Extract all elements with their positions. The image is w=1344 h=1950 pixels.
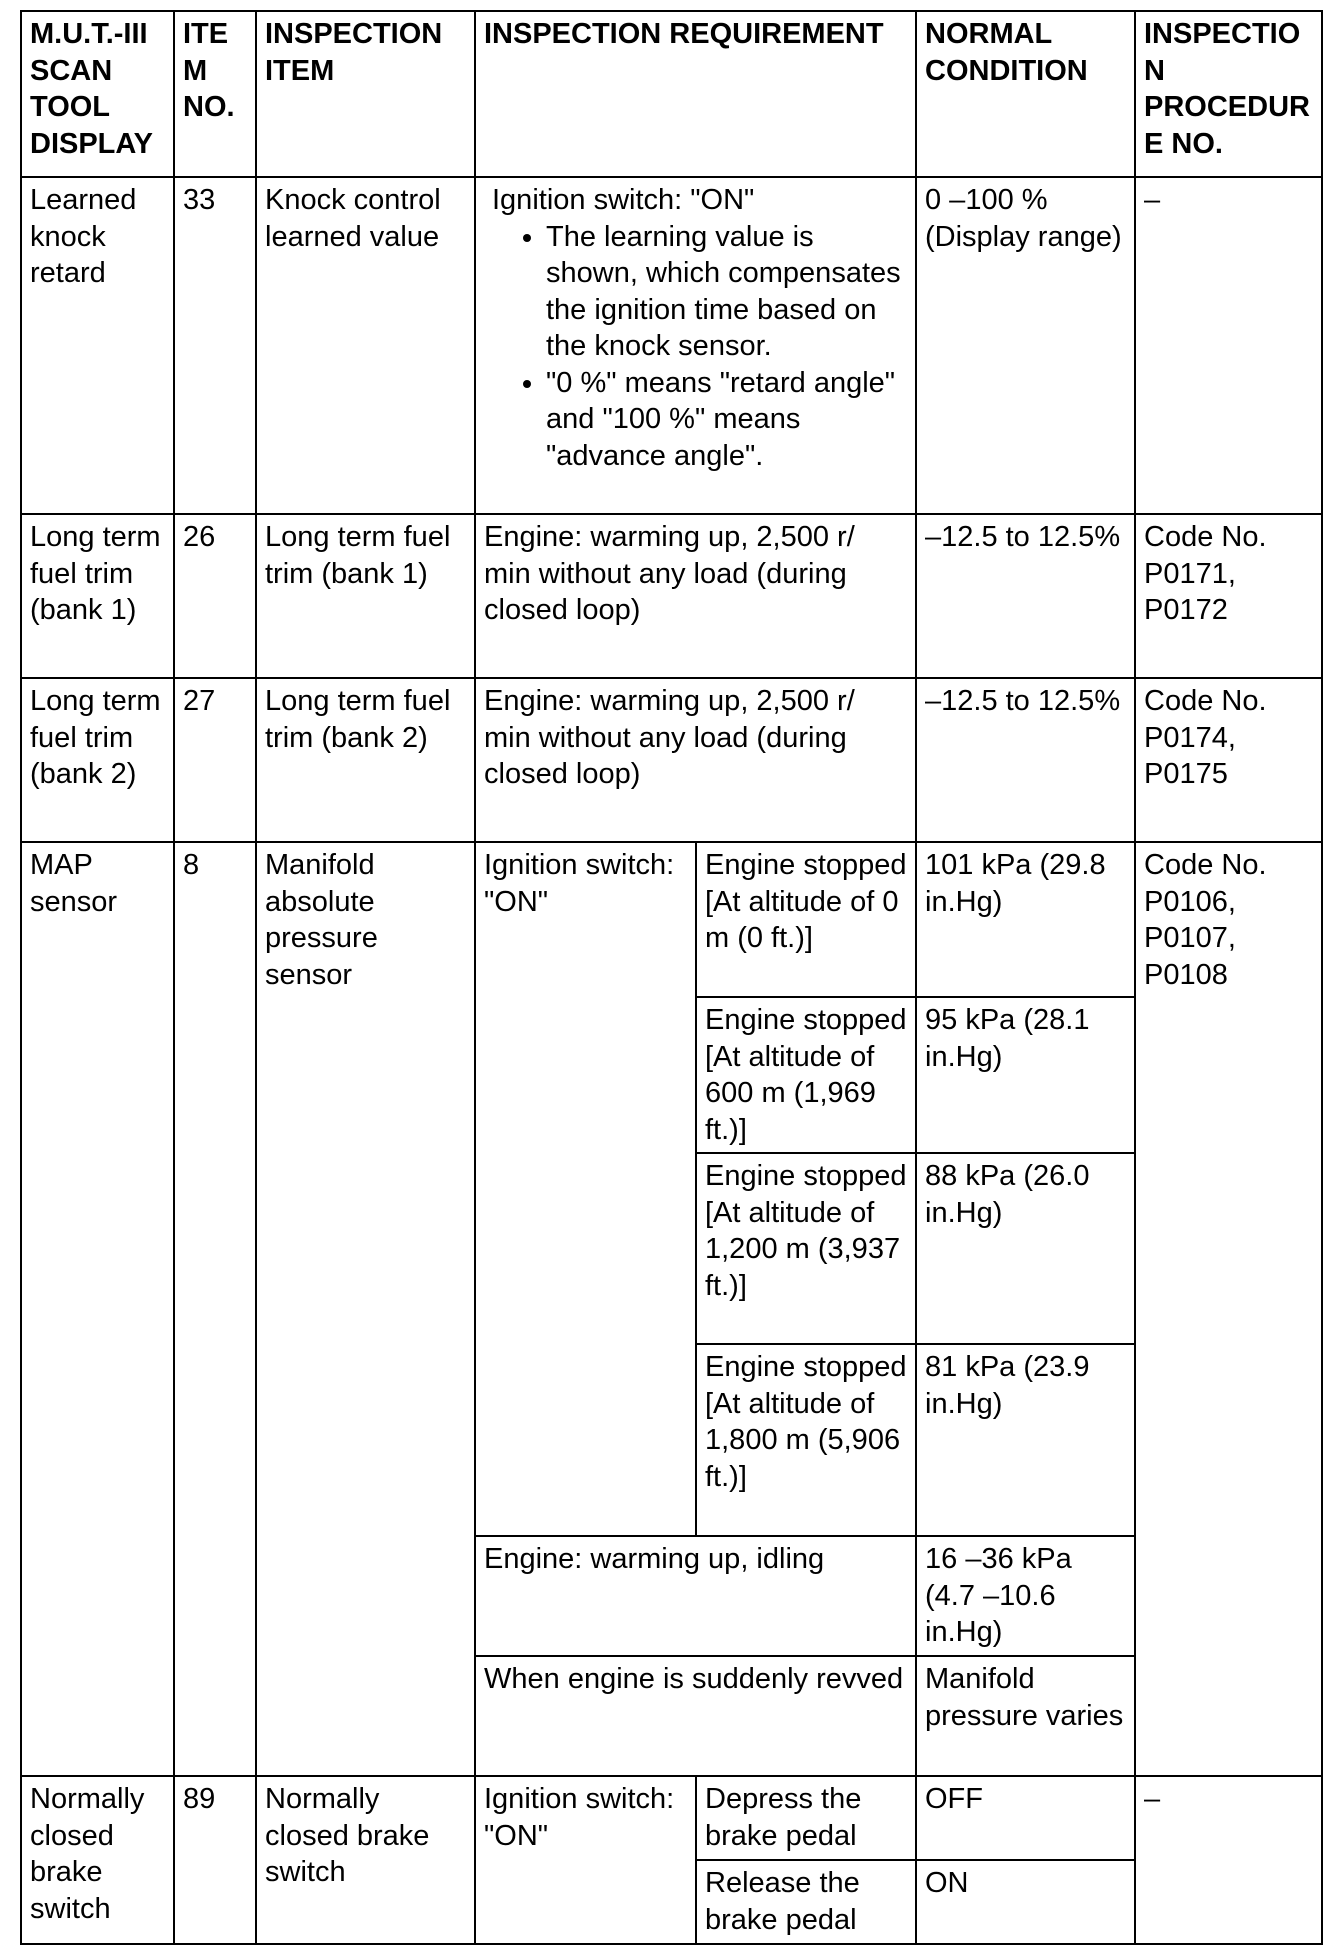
cell-item-no: 33 bbox=[174, 177, 256, 514]
cell-inspection-item: Knock control learned value bbox=[256, 177, 475, 514]
cell-inspection-requirement: Engine: warming up, idling bbox=[475, 1536, 916, 1656]
cell-normal-condition: ON bbox=[916, 1860, 1135, 1944]
cell-item-no: 89 bbox=[174, 1776, 256, 1944]
cell-inspection-requirement: When engine is suddenly revved bbox=[475, 1656, 916, 1776]
header-inspection-procedure-no: INSPECTION PROCEDURE NO. bbox=[1135, 11, 1322, 177]
cell-procedure-no: – bbox=[1135, 177, 1322, 514]
cell-normal-condition: –12.5 to 12.5% bbox=[916, 514, 1135, 678]
cell-inspection-requirement bbox=[475, 177, 916, 514]
cell-normal-condition: 101 kPa (29.8 in.Hg) bbox=[916, 842, 1135, 997]
cell-normal-condition: 81 kPa (23.9 in.Hg) bbox=[916, 1344, 1135, 1536]
list-item: • The learning value is shown, which compensates the ignition time based on the knock sensor. bbox=[546, 219, 907, 365]
cell-inspection-requirement: Engine: warming up, 2,500 r/ min without any load (during closed loop) bbox=[475, 678, 916, 842]
cell-procedure-no: Code No. P0171, P0172 bbox=[1135, 514, 1322, 678]
cell-normal-condition: 95 kPa (28.1 in.Hg) bbox=[916, 997, 1135, 1153]
table-row bbox=[21, 177, 1322, 514]
cell-display: Long term fuel trim (bank 1) bbox=[21, 514, 174, 678]
cell-normal-condition: 0 –100 % (Display range) bbox=[916, 177, 1135, 514]
header-normal-condition: NORMAL CONDITION bbox=[916, 11, 1135, 177]
cell-display: Learned knock retard bbox=[21, 177, 174, 514]
table-row bbox=[21, 678, 1322, 842]
cell-requirement-sub: Engine stopped [At altitude of 0 m (0 ft.)] bbox=[696, 842, 916, 997]
requirement-bullets bbox=[484, 219, 907, 475]
cell-display: MAP sensor bbox=[21, 842, 174, 1776]
cell-display: Long term fuel trim (bank 2) bbox=[21, 678, 174, 842]
cell-normal-condition: –12.5 to 12.5% bbox=[916, 678, 1135, 842]
cell-requirement-sub: Engine stopped [At altitude of 600 m (1,969 ft.)] bbox=[696, 997, 916, 1153]
cell-requirement-condition: Ignition switch: "ON" bbox=[475, 842, 696, 1536]
table-row bbox=[21, 1776, 1322, 1860]
cell-requirement-sub: Engine stopped [At altitude of 1,200 m (3,937 ft.)] bbox=[696, 1153, 916, 1344]
header-scan-tool-display: M.U.T.-III SCAN TOOL DISPLAY bbox=[21, 11, 174, 177]
cell-inspection-item: Normally closed brake switch bbox=[256, 1776, 475, 1944]
cell-item-no: 27 bbox=[174, 678, 256, 842]
table-row bbox=[21, 514, 1322, 678]
cell-procedure-no: – bbox=[1135, 1776, 1322, 1944]
cell-item-no: 8 bbox=[174, 842, 256, 1776]
header-row bbox=[21, 11, 1322, 177]
table-row bbox=[21, 842, 1322, 997]
cell-inspection-item: Long term fuel trim (bank 1) bbox=[256, 514, 475, 678]
header-item-no: ITEM NO. bbox=[174, 11, 256, 177]
cell-requirement-condition: Ignition switch: "ON" bbox=[475, 1776, 696, 1944]
cell-requirement-sub: Release the brake pedal bbox=[696, 1860, 916, 1944]
list-item: • "0 %" means "retard angle" and "100 %" means "advance angle". bbox=[546, 365, 907, 475]
cell-requirement-sub: Engine stopped [At altitude of 1,800 m (5,906 ft.)] bbox=[696, 1344, 916, 1536]
header-inspection-requirement: INSPECTION REQUIREMENT bbox=[475, 11, 916, 177]
cell-inspection-item: Manifold absolute pressure sensor bbox=[256, 842, 475, 1776]
cell-requirement-sub: Depress the brake pedal bbox=[696, 1776, 916, 1860]
cell-normal-condition: Manifold pressure varies bbox=[916, 1656, 1135, 1776]
cell-item-no: 26 bbox=[174, 514, 256, 678]
cell-procedure-no: Code No. P0106, P0107, P0108 bbox=[1135, 842, 1322, 1776]
cell-normal-condition: 88 kPa (26.0 in.Hg) bbox=[916, 1153, 1135, 1344]
inspection-table bbox=[20, 10, 1323, 1945]
cell-normal-condition: 16 –36 kPa (4.7 –10.6 in.Hg) bbox=[916, 1536, 1135, 1656]
requirement-lead: Ignition switch: "ON" bbox=[492, 184, 755, 216]
cell-normal-condition: OFF bbox=[916, 1776, 1135, 1860]
cell-display: Normally closed brake switch bbox=[21, 1776, 174, 1944]
cell-inspection-requirement: Engine: warming up, 2,500 r/ min without any load (during closed loop) bbox=[475, 514, 916, 678]
cell-inspection-item: Long term fuel trim (bank 2) bbox=[256, 678, 475, 842]
header-inspection-item: INSPECTION ITEM bbox=[256, 11, 475, 177]
cell-procedure-no: Code No. P0174, P0175 bbox=[1135, 678, 1322, 842]
